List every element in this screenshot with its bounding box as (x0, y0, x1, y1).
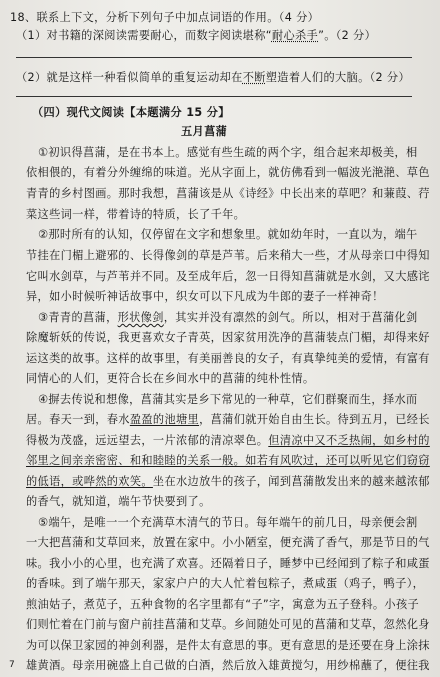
text-line: 异，如小时候听神话故事中，织女可以下凡成为牛郎的妻子一样神奇！ (26, 290, 384, 303)
text-line: ④摒去传说和想像，菖蒲其实是乡下常见的一种草，它们群聚而生，择水而 (38, 393, 418, 406)
wavy-underlined-phrase: 形状像剑 (117, 311, 164, 324)
text-line: ⑤端午，是唯一一个充满草木清气的节日。每年端午的前几日，母亲便会割 (38, 516, 418, 529)
text-line: 运这类的故事。这样的故事里，有美丽善良的女子，有真挚纯美的爱情，有富有 (26, 352, 430, 365)
text-line: 菜这些词一样，带着诗的特质，长了千年。 (26, 208, 246, 221)
underlined-phrase: 但清凉中又不乏热闹，如乡村的 (268, 434, 430, 447)
text-line: 居。春天一到，春水盈盈的池塘里，菖蒲们就开始自由生长。待到五月，已经长 (26, 413, 430, 426)
article-title: 五月菖蒲 (181, 125, 228, 138)
text-line: 一大把菖蒲和艾草回来，放置在家中。小小陋室，便充满了香气，那是节日的气 (26, 536, 430, 549)
text-line: ①初识得菖蒲，是在书本上。感觉有些生疏的两个字，组合起来却极美，相 (38, 146, 418, 159)
text-line: 同情心的人们，更符合长在乡间水中的菖蒲的纯朴性情。 (26, 372, 315, 385)
underlined-phrase: 的低语，或哗然的欢笑。 (26, 475, 153, 488)
q18-sub2: （2）就是这样一种看似简单的重复运动却在不断塑造着人们的大脑。（2 分） (16, 71, 410, 84)
underlined-phrase: 邻里之间亲亲密密、和和睦睦的关系一般。如若有风吹过，还可以听见它们窃窃 (26, 454, 430, 467)
text-line: 的香气，就知道，端午节快要到了。 (26, 495, 211, 508)
text-line: ②那时所有的认知，仅停留在文字和想象里。就如幼年时，一直以为，端午 (38, 228, 418, 241)
text-line: ③青青的菖蒲，形状像剑，其实并没有凛然的剑气。所以，相对于菖蒲化剑 (38, 311, 418, 324)
text-line: 雄黄酒。母亲用碗盛上自己做的白酒，然后放入雄黄搅匀，用纱棉蘸了，便往我 (26, 659, 430, 672)
text-line: 煎油姑子，煮苋子，五种食物的名字里都有“子”字，寓意为五子登科。小孩子 (26, 598, 420, 611)
dotted-term-2: 不断 (242, 71, 266, 84)
text-line: 除魔斩妖的传说，我更喜欢女子青英，因家贫用洗净的菖蒲装点门楣，却得来好 (26, 331, 430, 344)
answer-line (16, 57, 412, 58)
underlined-phrase: 盈盈的池塘里 (129, 413, 200, 426)
text-line: 依相偎的，有着分外缠绵的味道。光从字面上，就仿佛看到一幅波光滟滟、草色 (26, 166, 430, 179)
q18-stem: 18、联系上下文，分析下列句子中加点词语的作用。（4 分） (10, 11, 320, 24)
text-line: 为可以保卫家园的神剑利器，是件太有意思的事。更有意思的是还要在身上涂抹 (26, 639, 430, 652)
text-line: 的低语，或哗然的欢笑。坐在水边放牛的孩子，闻到菖蒲散发出来的越来越浓郁 (26, 475, 430, 488)
text-line: 们则忙着在门前与窗户前挂菖蒲和艾草。乡间随处可见的菖蒲和艾草，忽然化身 (26, 618, 430, 631)
answer-line (16, 96, 412, 97)
text-line: 得极为茂盛，远远望去，一片浓郁的清凉翠色。但清凉中又不乏热闹，如乡村的 (26, 434, 430, 447)
section-header: （四）现代文阅读【本题满分 15 分】 (32, 106, 230, 119)
text-line: 的香味。到了端午那天，家家户户的大人忙着包粽子，煮咸蛋（鸡子，鸭子）， (26, 577, 425, 590)
text-line: 味。我小小的心里，也充满了欢喜。还隔着日子，睡梦中已经闻到了粽子和咸蛋 (26, 557, 430, 570)
text-line: 它叫水剑草，与芦苇并不同。及至成年后，忽一日得知菖蒲就是水剑，又大感诧 (26, 270, 430, 283)
text-line: 节挂在门楣上避邪的、长得像剑的草是芦苇。后来稍大一些，才从母亲口中得知 (26, 249, 430, 262)
text-line: 青青的乡村图画。那时我想，菖蒲该是从《诗经》中长出来的草吧？和蒹葭、荇 (26, 187, 430, 200)
page-number: 7 (9, 660, 15, 670)
dotted-term-1: 耐心杀手 (271, 29, 319, 42)
text-line (26, 454, 430, 468)
q18-sub1: （1）对书籍的深阅读需要耐心，而数字阅读堪称“耐心杀手”。（2 分） (16, 29, 377, 42)
